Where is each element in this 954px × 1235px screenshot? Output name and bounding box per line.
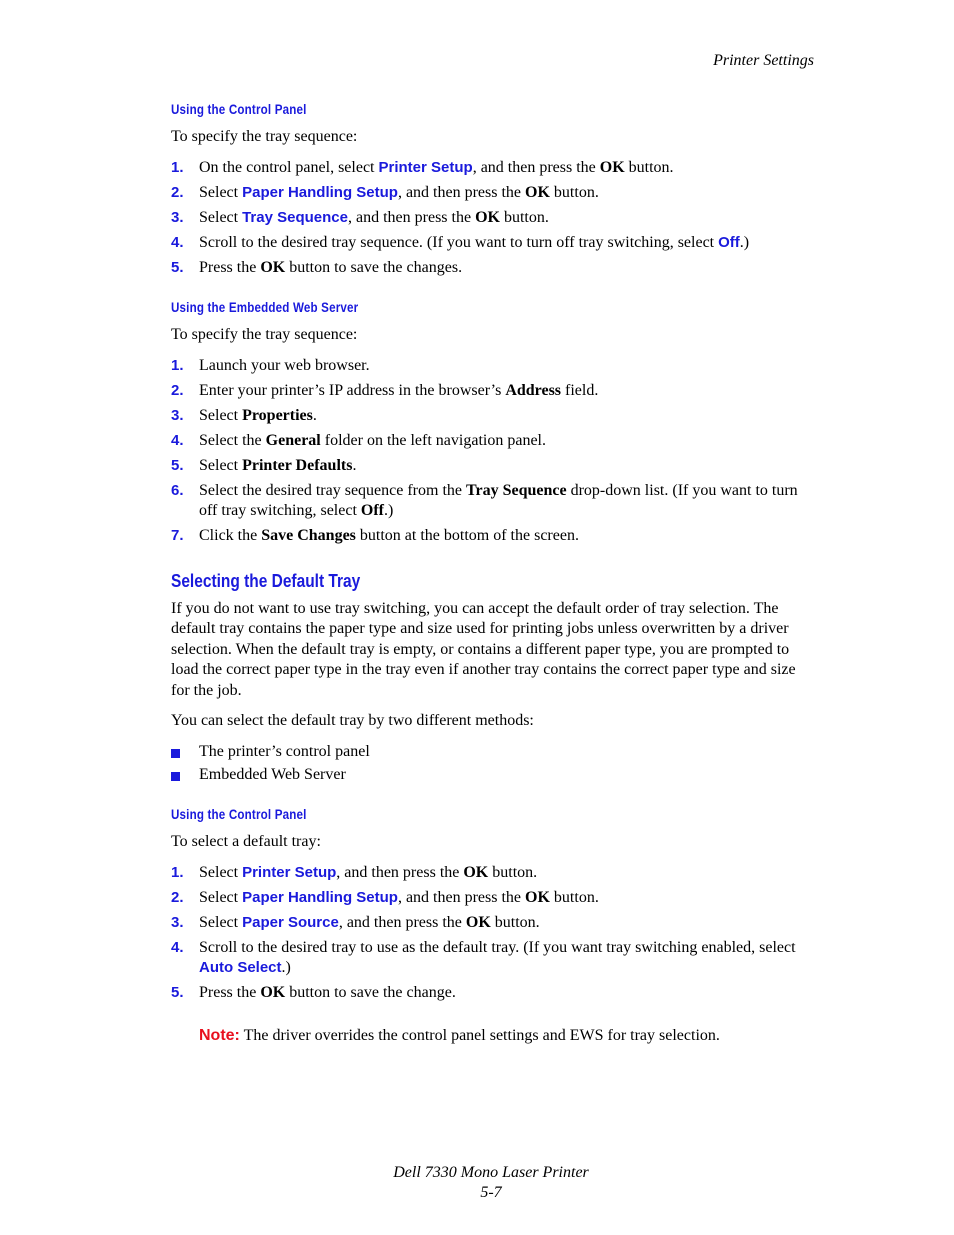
page-content [171,100,816,1046]
footer-product: Dell 7330 Mono Laser Printer [393,1164,589,1181]
subheading-embedded-web-server: Using the Embedded Web Server [171,300,359,315]
intro-text: To specify the tray sequence: [171,128,358,145]
list-item: 5. Press the OK button to save the change. [171,984,456,1001]
list-item: 4. Scroll to the desired tray sequence. (If you want to turn off tray switching, select Off.) [171,233,750,251]
intro-text: To specify the tray sequence: [171,326,358,343]
steps-list-control-panel [171,158,816,279]
page-footer [0,1163,954,1203]
steps-list-default-tray [171,863,816,1004]
body-paragraph: If you do not want to use tray switching, you can accept the default order of tray selection. The default tray contains the paper type and size used for printing jobs unless overwritten by a driver selection. When the default tray is empty, or contains a different paper type, you are prompted to load the correct paper type in the tray even if another tray contains the correct paper type and size for the job. [171,599,796,699]
list-item: 2. Select Paper Handling Setup, and then press the OK button. [171,888,599,906]
list-item: 1. On the control panel, select Printer Setup, and then press the OK button. [171,158,674,176]
list-item: 3. Select Paper Source, and then press the OK button. [171,913,540,931]
list-item: 1. Launch your web browser. [171,356,370,374]
steps-list-web-server [171,356,816,547]
list-item: 3. Select Tray Sequence, and then press the OK button. [171,208,549,226]
section-heading-default-tray: Selecting the Default Tray [171,570,361,591]
list-item: 4. Select the General folder on the left navigation panel. [171,431,546,449]
footer-page-number: 5-7 [480,1184,502,1201]
subheading-control-panel-default: Using the Control Panel [171,807,307,822]
note-label: Note: [199,1026,240,1044]
list-item: 4. Scroll to the desired tray to use as the default tray. (If you want tray switching enabled, select Auto Select.) [171,938,796,976]
list-item: The printer’s control panel [171,742,816,763]
note-text: The driver overrides the control panel settings and EWS for tray selection. [239,1026,720,1044]
bullet-square-icon [171,772,180,781]
list-item: 7. Click the Save Changes button at the bottom of the screen. [171,527,579,544]
bullet-list-methods [171,742,816,786]
intro-text: To select a default tray: [171,833,321,850]
list-item: 5. Press the OK button to save the changes. [171,258,463,276]
running-header: Printer Settings [713,52,814,69]
note [171,1026,816,1047]
subheading-control-panel: Using the Control Panel [171,102,307,117]
list-item: 2. Select Paper Handling Setup, and then press the OK button. [171,183,599,201]
list-item: Embedded Web Server [171,765,816,786]
list-item: 2. Enter your printer’s IP address in the browser’s Address field. [171,381,599,399]
list-item: 6. Select the desired tray sequence from the Tray Sequence drop-down list. (If you want to turn off tray switching, select Off.) [171,481,798,519]
body-paragraph: You can select the default tray by two different methods: [171,712,534,729]
list-item: 1. Select Printer Setup, and then press the OK button. [171,863,538,881]
list-item: 5. Select Printer Defaults. [171,456,357,474]
bullet-square-icon [171,749,180,758]
list-item: 3. Select Properties. [171,406,317,424]
